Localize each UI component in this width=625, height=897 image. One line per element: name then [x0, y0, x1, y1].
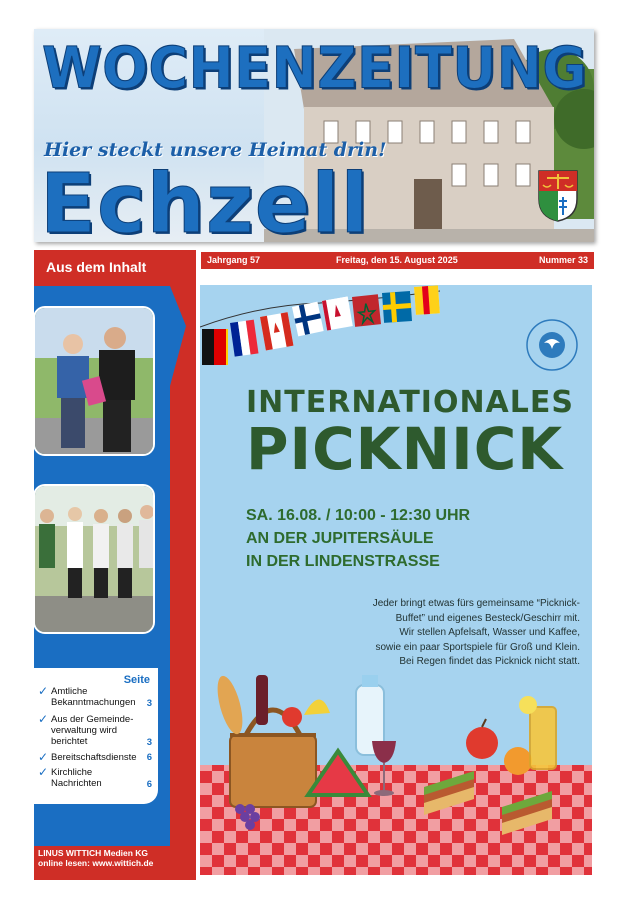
- toc-heading: Seite: [123, 674, 150, 686]
- tagline: Hier steckt unsere Heimat drin!: [44, 139, 387, 161]
- toc-item-label: Kirchliche Nachrichten: [51, 767, 102, 789]
- publisher-info: [38, 848, 153, 868]
- flag-garland: [200, 285, 440, 365]
- check-icon: ✓: [38, 684, 49, 698]
- issue-year: Jahrgang 57: [207, 255, 261, 265]
- table-of-contents: [34, 668, 158, 804]
- masthead: [34, 29, 594, 242]
- publisher-link[interactable]: online lesen: www.wittich.de: [38, 858, 154, 868]
- event-location-line2: IN DER LINDENSTRASSE: [246, 553, 440, 570]
- check-icon: ✓: [38, 712, 49, 726]
- section-label: Aus dem Inhalt: [46, 259, 147, 275]
- event-location-line1: AN DER JUPITERSÄULE: [246, 530, 434, 547]
- newspaper-title: WOCHENZEITUNG: [42, 35, 588, 102]
- coat-of-arms-icon: [537, 169, 579, 223]
- toc-item[interactable]: [38, 686, 156, 708]
- toc-item-page: 3: [146, 698, 152, 709]
- issue-info-bar: [201, 252, 594, 269]
- picnic-poster: [200, 285, 592, 875]
- check-icon: ✓: [38, 765, 49, 779]
- toc-item[interactable]: [38, 767, 156, 789]
- town-name: Echzell: [40, 157, 370, 242]
- publisher-name: LINUS WITTICH Medien KG: [38, 848, 149, 858]
- poster-title-line1: INTERNATIONALES: [246, 385, 574, 420]
- event-description: [264, 597, 580, 670]
- issue-number: Nummer 33: [538, 255, 588, 265]
- toc-item[interactable]: [38, 714, 156, 747]
- poster-title-line2: PICKNICK: [246, 415, 564, 483]
- description-line: Wir stellen Apfelsaft, Wasser und Kaffee,: [399, 627, 580, 638]
- toc-item-label: Aus der Gemeinde-verwaltung wird berichtet: [51, 714, 134, 747]
- description-line: Bei Regen findet das Picknick nicht statt.: [399, 656, 580, 667]
- description-line: sowie ein paar Sportspiele für Groß und Klein.: [375, 641, 580, 653]
- issue-date: Freitag, den 15. August 2025: [336, 255, 458, 265]
- toc-item-label: Bereitschaftsdienste: [51, 752, 137, 763]
- toc-item-page: 6: [146, 752, 152, 763]
- news-photo-award[interactable]: [33, 306, 155, 456]
- toc-item-label: Amtliche Bekanntmachungen: [51, 686, 136, 708]
- fluechtlingshilfe-logo: [524, 317, 580, 373]
- toc-item[interactable]: [38, 752, 156, 763]
- toc-item-page: 6: [146, 779, 152, 790]
- check-icon: ✓: [38, 750, 49, 764]
- toc-item-page: 3: [146, 737, 152, 748]
- picnic-illustration: [200, 675, 592, 875]
- description-line: Jeder bringt etwas fürs gemeinsame “Picknick-: [372, 598, 580, 609]
- event-datetime: SA. 16.08. / 10:00 - 12:30 UHR: [246, 507, 471, 524]
- news-photo-group[interactable]: [33, 484, 155, 634]
- description-line: Buffet” und eigenes Besteck/Geschirr mit.: [395, 612, 580, 624]
